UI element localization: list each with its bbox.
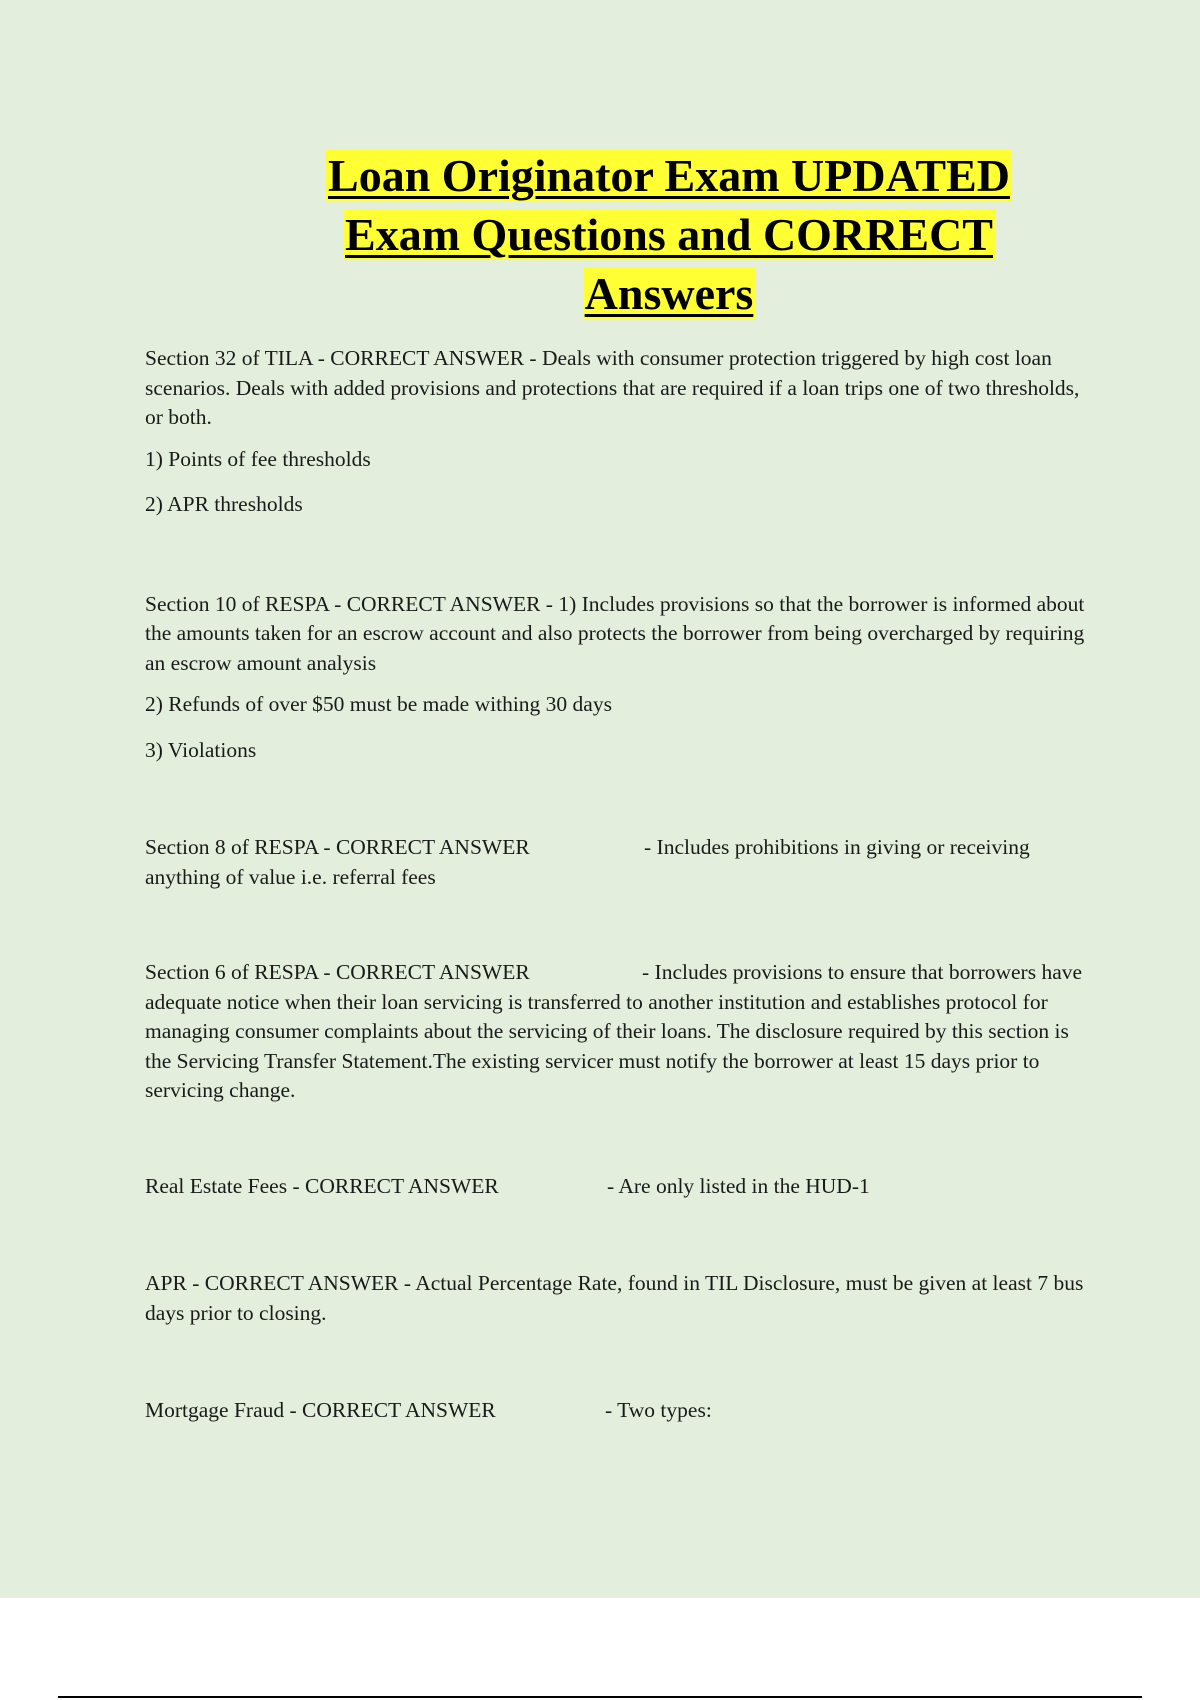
- qa-item: [145, 958, 1090, 1106]
- answer-subitem: 3) Violations: [145, 737, 257, 762]
- question-label: Section 8 of RESPA - CORRECT ANSWER: [145, 835, 530, 859]
- question-label: Section 32 of TILA - CORRECT ANSWER -: [145, 346, 542, 370]
- qa-item: [145, 1396, 1090, 1426]
- answer-text: 1) Includes provisions so that the borrower is informed about the amounts taken for an escrow account and also protects the borrower from being overcharged by requiring an escrow amount analysis: [145, 591, 1085, 675]
- answer-text: - Are only listed in the HUD-1: [607, 1173, 870, 1198]
- qa-item: [145, 1172, 1090, 1202]
- qa-item: [145, 344, 1090, 520]
- qa-list: [145, 344, 1090, 1426]
- answer-subitem: 2) Refunds of over $50 must be made withing 30 days: [145, 692, 612, 716]
- qa-paragraph: [145, 590, 1090, 679]
- qa-paragraph: [145, 833, 1090, 892]
- question-label: Section 6 of RESPA - CORRECT ANSWER: [145, 960, 530, 984]
- qa-paragraph: [145, 1396, 1090, 1426]
- title-line-3: Answers: [584, 268, 754, 319]
- qa-paragraph: [145, 344, 1090, 433]
- title-line-1: Loan Originator Exam UPDATED: [328, 150, 1010, 201]
- document-title: [250, 146, 1088, 323]
- answer-text: Actual Percentage Rate, found in TIL Disclosure, must be given at least 7 bus days prior to closing.: [145, 1271, 1084, 1325]
- answer-text: - Includes prohibitions in giving or receiving anything of value i.e. referral fees: [145, 835, 1030, 889]
- question-label: Section 10 of RESPA - CORRECT ANSWER -: [145, 591, 559, 616]
- answer-subitem: 2) APR thresholds: [145, 492, 303, 516]
- answer-text: - Two types:: [605, 1398, 712, 1422]
- qa-item: [145, 590, 1090, 766]
- answer-text: Deals with consumer protection triggered by high cost loan scenarios. Deals with added provisions and protections that are required if a loan trips one of two thresholds, or both.: [145, 346, 1080, 429]
- qa-paragraph: [145, 1269, 1090, 1328]
- qa-item: [145, 833, 1090, 892]
- question-label: APR - CORRECT ANSWER -: [145, 1271, 416, 1295]
- qa-paragraph: [145, 958, 1090, 1106]
- qa-item: [145, 1269, 1090, 1328]
- answer-subitem: 1) Points of fee thresholds: [145, 446, 371, 471]
- qa-paragraph: [145, 1172, 1090, 1202]
- answer-text: - Includes provisions to ensure that borrowers have adequate notice when their loan servicing is transferred to another institution and establishes protocol for managing consumer complaints about the servicing of their loans. The disclosure required by this section is the Servicing Transfer Statement.The existing servicer must notify the borrower at least 15 days prior to servicing change.: [145, 960, 1083, 1102]
- footer-divider: [58, 1696, 1142, 1698]
- question-label: Mortgage Fraud - CORRECT ANSWER: [145, 1398, 496, 1422]
- question-label: Real Estate Fees - CORRECT ANSWER: [145, 1173, 499, 1198]
- title-line-2: Exam Questions and CORRECT: [345, 209, 993, 260]
